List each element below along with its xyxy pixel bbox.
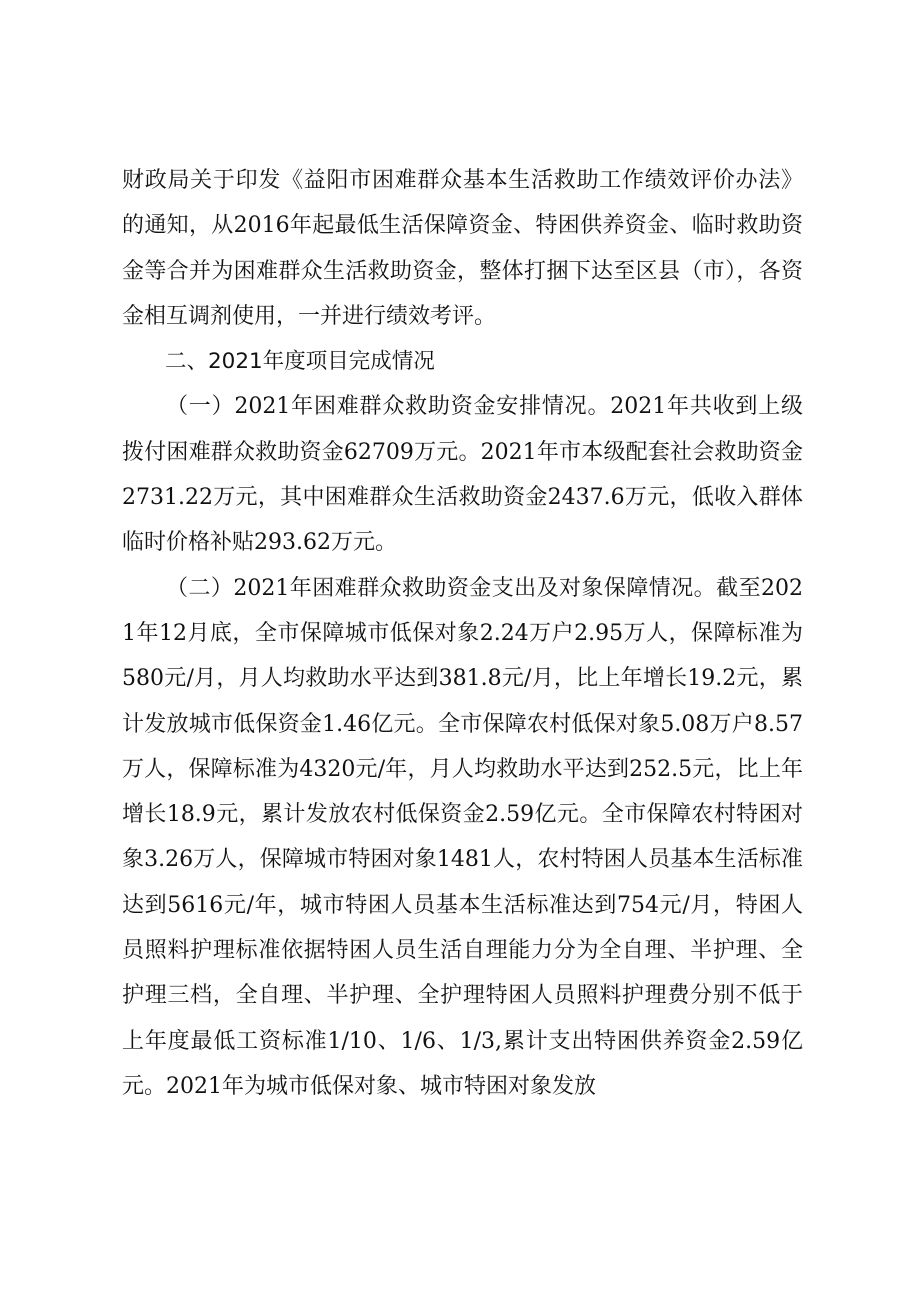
section-heading: 二、2021年度项目完成情况	[165, 349, 435, 375]
paragraph-continuation: 财政局关于印发《益阳市困难群众基本生活救助工作绩效评价办法》的通知，从2016年起最低生活保障资金、特困供养资金、临时救助资金等合并为困难群众生活救助资金，整体打捆下达至区县（市），各资金相互调剂使用，一并进行绩效考评。	[122, 168, 803, 329]
document-body	[122, 158, 803, 1109]
paragraph-expenditure-coverage: （二）2021年困难群众救助资金支出及对象保障情况。截至2021年12月底，全市保障城市低保对象2.24万户2.95万人，保障标准为580元/月，月人均救助水平达到381.8元/月，比上年增长19.2元，累计发放城市低保资金1.46亿元。全市保障农村低保对象5.08万户8.57万人，保障标准为4320元/年，月人均救助水平达到252.5元，比上年增长18.9元，累计发放农村低保资金2.59亿元。全市保障农村特困对象3.26万人，保障城市特困对象1481人，农村特困人员基本生活标准达到5616元/年，城市特困人员基本生活标准达到754元/月，特困人员照料护理标准依据特困人员生活自理能力分为全自理、半护理、全护理三档，全自理、半护理、全护理特困人员照料护理费分别不低于上年度最低工资标准1/10、1/6、1/3,累计支出特困供养资金2.59亿元。2021年为城市低保对象、城市特困对象发放	[122, 575, 803, 1099]
paragraph-funding-arrangement: （一）2021年困难群众救助资金安排情况。2021年共收到上级拨付困难群众救助资金62709万元。2021年市本级配套社会救助资金2731.22万元，其中困难群众生活救助资金2437.6万元，低收入群体临时价格补贴293.62万元。	[122, 394, 803, 556]
